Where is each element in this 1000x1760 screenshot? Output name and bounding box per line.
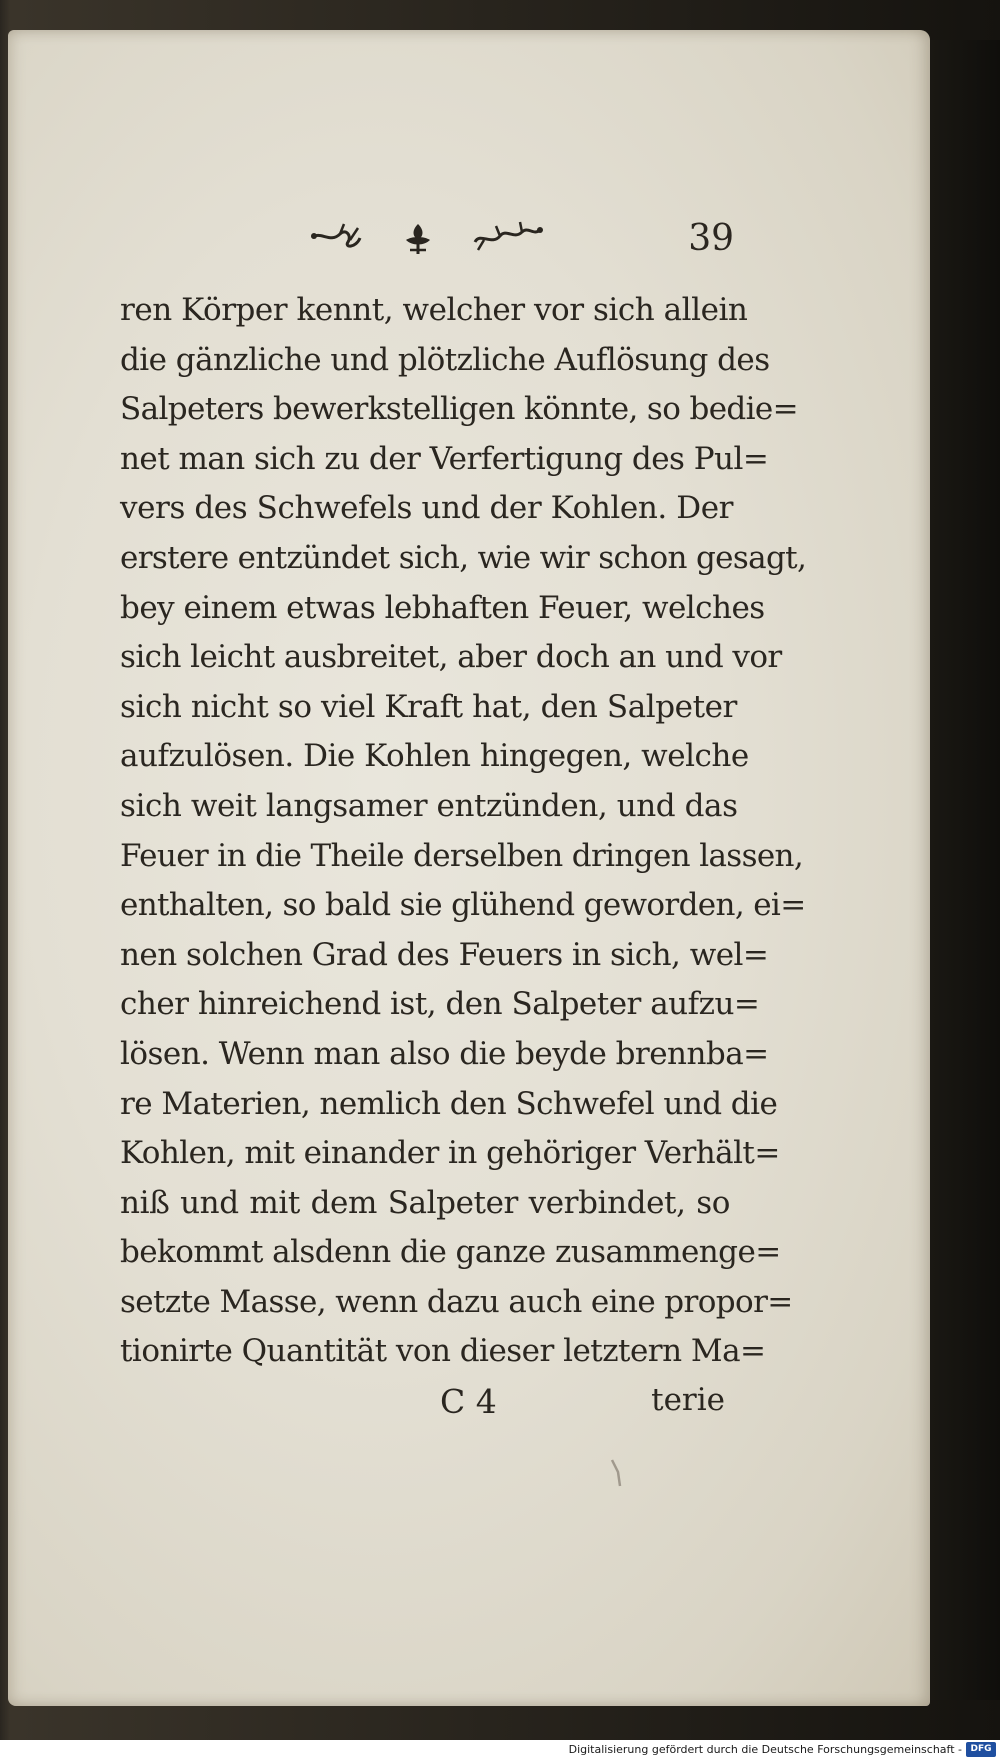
text-line: vers des Schwefels und der Kohlen. Der <box>120 490 734 527</box>
text-line: aufzulösen. Die Kohlen hingegen, welche <box>120 738 749 775</box>
text-line: bekommt alsdenn die ganze zusammenge= <box>120 1234 781 1271</box>
page-body-text <box>120 286 807 1377</box>
book-gutter-shadow <box>930 40 1000 1700</box>
text-line: sich nicht so viel Kraft hat, den Salpeter <box>120 688 737 725</box>
digitization-credit-bar <box>0 1740 1000 1760</box>
text-line: die gänzliche und plötzliche Auflösung des <box>120 341 770 378</box>
credit-text: Digitalisierung gefördert durch die Deutsche Forschungsgemeinschaft - <box>568 1743 962 1756</box>
text-line: bey einem etwas lebhaften Feuer, welches <box>120 589 765 626</box>
text-line: ren Körper kennt, welcher vor sich allein <box>120 292 748 328</box>
text-line: lösen. Wenn man also die beyde brennba= <box>120 1035 769 1072</box>
fleuron-ornament-icon <box>300 214 550 258</box>
text-line: Kohlen, mit einander in gehöriger Verhält= <box>120 1135 780 1172</box>
text-line: tionirte Quantität von dieser letztern Ma= <box>120 1333 766 1370</box>
paper-stain <box>608 1458 630 1488</box>
text-line: Salpeters bewerkstelligen könnte, so bedie= <box>120 391 798 428</box>
text-line: net man sich zu der Verfertigung des Pul= <box>120 440 769 477</box>
text-line: setzte Masse, wenn dazu auch eine propor= <box>120 1283 793 1320</box>
page-number: 39 <box>688 218 734 259</box>
text-line: sich weit langsamer entzünden, und das <box>120 787 738 824</box>
text-line: sich leicht ausbreitet, aber doch an und vor <box>120 639 782 676</box>
text-line: erstere entzündet sich, wie wir schon gesagt, <box>120 539 807 576</box>
page-header <box>300 214 740 264</box>
page-footer <box>120 1382 725 1432</box>
text-line: nen solchen Grad des Feuers in sich, wel= <box>120 936 769 973</box>
text-line: re Materien, nemlich den Schwefel und die <box>120 1085 778 1122</box>
signature-mark: C 4 <box>440 1382 497 1421</box>
text-line: niß und mit dem Salpeter verbindet, so <box>120 1184 730 1221</box>
text-line: Feuer in die Theile derselben dringen lassen, <box>120 837 804 874</box>
text-line: enthalten, so bald sie glühend geworden, ei= <box>120 887 806 924</box>
text-line: cher hinreichend ist, den Salpeter aufzu= <box>120 986 760 1023</box>
dfg-logo: DFG <box>966 1742 996 1757</box>
catchword: terie <box>651 1382 725 1418</box>
